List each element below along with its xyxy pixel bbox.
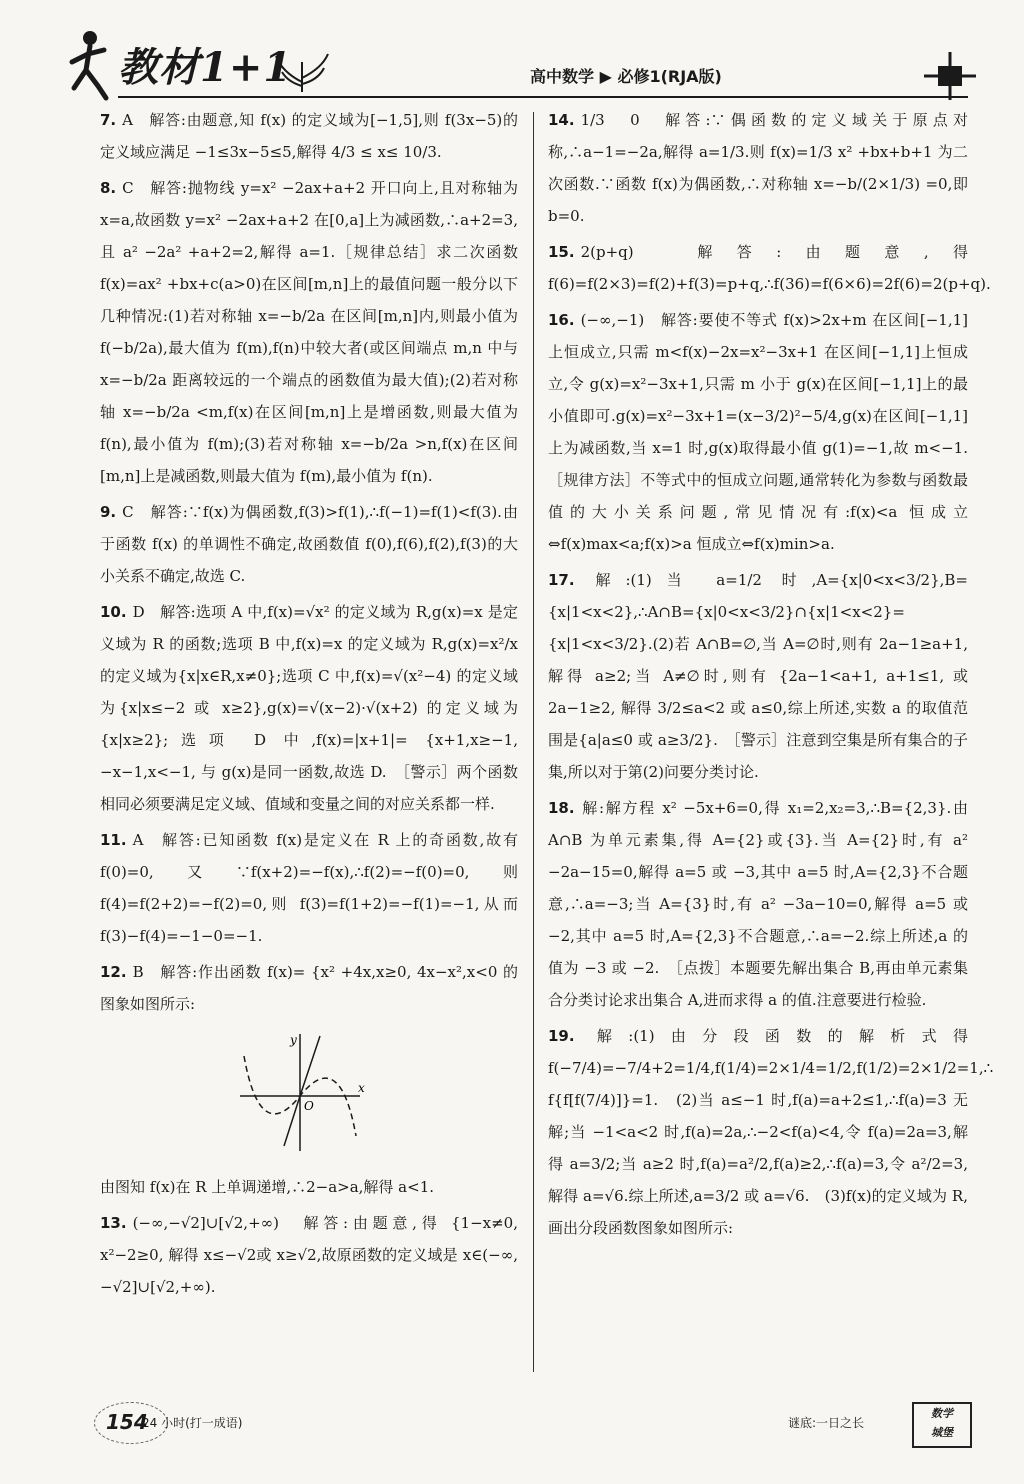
answer-item-14: 14. 1/3 0 解答:∵偶函数的定义域关于原点对称,∴a−1=−2a,解得 a=1/3.则 f(x)=1/3 x² +bx+b+1 为二次函数.∵函数 f(x)为偶函数,∴对称轴 x=−b/(2×1/3) =0,即 b=0. xyxy=(548,111,968,225)
riddle-question: 24 小时(打一成语) xyxy=(142,1416,243,1430)
graph-y-label: y xyxy=(290,1033,297,1047)
answer-item-9: 9. C 解答:∵f(x)为偶函数,f(3)>f(1),∴f(−1)=f(1)<f(3).由于函数 f(x) 的单调性不确定,故函数值 f(0),f(6),f(2),f(3)的大小关系不确定,故选 C. xyxy=(100,503,518,585)
header-rule xyxy=(118,96,968,98)
graph-origin-label: O xyxy=(304,1099,314,1113)
subject-label: 高中数学 ▶ 必修1(RJA版) xyxy=(530,67,722,86)
right-column xyxy=(548,104,994,1248)
answer-item-12: 12. B 解答:作出函数 f(x)= {x² +4x,x≥0, 4x−x²,x<0 的图象如图所示: xyxy=(100,963,518,1013)
column-divider xyxy=(533,112,534,1372)
answer-item-8: 8. C 解答:抛物线 y=x² −2ax+a+2 开口向上,且对称轴为 x=a,故函数 y=x² −2ax+a+2 在[0,a]上为减函数,∴a+2=3,且 a² −2a² +a+2=2,解得 a=1.［规律总结］求二次函数 f(x)=ax² +bx+c(a>0)在区间[m,n]上的最值问题一般分以下几种情况:(1)若对称轴 x=−b/2a 在区间[m,n]内,则最小值为 f(−b/2a),最大值为 f(m),f(n)中较大者(或区间端点 m,n 中与 x=−b/2a 距离较远的一个端点的函数值为最大值);(2)若对称轴 x=−b/2a <m,f(x)在区间[m,n]上是增函数,则最大值为 f(n),最小值为 f(m);(3)若对称轴 x=−b/2a >n,f(x)在区间[m,n]上是减函数,则最大值为 f(m),最小值为 f(n). xyxy=(100,179,518,485)
left-column xyxy=(100,104,518,1307)
answer-item-13: 13. (−∞,−√2]∪[√2,+∞) 解答:由题意,得 {1−x≠0, x²−2≥0, 解得 x≤−√2或 x≥√2,故原函数的定义域是 x∈(−∞,−√2]∪[√2,+∞). xyxy=(100,1214,518,1296)
function-graph-figure xyxy=(230,1026,370,1156)
page-footer xyxy=(0,1396,1024,1476)
answer-item-19: 19. 解:(1)由分段函数的解析式得 f(−7/4)=−7/4+2=1/4,f(1/4)=2×1/4=1/2,f(1/2)=2×1/2=1,∴ f{f[f(7/4)]}=1. (2)当 a≤−1 时,f(a)=a+2≤1,∴f(a)=3 无解;当 −1<a<2 时,f(a)=2a,∴−2<f(a)<4,令 f(a)=2a=3,解得 a=3/2;当 a≥2 时,f(a)=a²/2,f(a)≥2,∴f(a)=3,令 a²/2=3,解得 a=√6.综上所述,a=3/2 或 a=√6. (3)f(x)的定义域为 R,画出分段函数图象如图所示: xyxy=(548,1027,994,1237)
page-header xyxy=(0,0,1024,108)
runner-figure-icon xyxy=(60,28,116,104)
riddle-answer: 谜底:一日之长 xyxy=(788,1416,865,1430)
brand-title: 教材1+1 xyxy=(118,44,293,91)
answer-item-10: 10. D 解答:选项 A 中,f(x)=√x² 的定义域为 R,g(x)=x 是定义域为 R 的函数;选项 B 中,f(x)=x 的定义域为 R,g(x)=x²/x 的定义域为{x|x∈R,x≠0};选项 C 中,f(x)=√(x²−4) 的定义域为{x|x≤−2 或 x≥2},g(x)=√(x−2)·√(x+2) 的定义域为{x|x≥2};选项 D 中,f(x)=|x+1|= {x+1,x≥−1, −x−1,x<−1, 与 g(x)是同一函数,故选 D. ［警示］两个函数相同必须要满足定义域、值域和变量之间的对应关系都一样. xyxy=(100,603,518,813)
answer-item-11: 11. A 解答:已知函数 f(x)是定义在 R 上的奇函数,故有 f(0)=0,又∵f(x+2)=−f(x),∴f(2)=−f(0)=0,则 f(4)=f(2+2)=−f(2)=0,则 f(3)=f(1+2)=−f(1)=−1,从而 f(3)−f(4)=−1−0=−1. xyxy=(100,831,518,945)
answer-item-17: 17. 解:(1)当 a=1/2 时,A={x|0<x<3/2},B={x|1<x<2},∴A∩B={x|0<x<3/2}∩{x|1<x<2}={x|1<x<3/2}.(2)若 A∩B=∅,当 A=∅时,则有 2a−1≥a+1,解得 a≥2;当 A≠∅时,则有 {2a−1<a+1, a+1≤1, 或 2a−1≥2, 解得 3/2≤a<2 或 a≤0,综上所述,实数 a 的取值范围是{a|a≤0 或 a≥3/2}. ［警示］注意到空集是所有集合的子集,所以对于第(2)问要分类讨论. xyxy=(548,571,968,781)
answer-item-7: 7. A 解答:由题意,知 f(x) 的定义域为[−1,5],则 f(3x−5)的定义域应满足 −1≤3x−5≤5,解得 4/3 ≤ x≤ 10/3. xyxy=(100,111,518,161)
page-number: 154 xyxy=(106,1410,148,1434)
answer-item-16: 16. (−∞,−1) 解答:要使不等式 f(x)>2x+m 在区间[−1,1]上恒成立,只需 m<f(x)−2x=x²−3x+1 在区间[−1,1]上恒成立,令 g(x)=x²−3x+1,只需 m 小于 g(x)在区间[−1,1]上的最小值即可.g(x)=x²−3x+1=(x−3/2)²−5/4,g(x)在区间[−1,1]上为减函数,当 x=1 时,g(x)取得最小值 g(1)=−1,故 m<−1. ［规律方法］不等式中的恒成立问题,通常转化为参数与函数最值的大小关系问题,常见情况有:f(x)<a 恒成立⇔f(x)max<a;f(x)>a 恒成立⇔f(x)min>a. xyxy=(548,311,984,553)
graph-x-label: x xyxy=(358,1081,365,1095)
answer-item-12-conclusion: 由图知 f(x)在 R 上单调递增,∴2−a>a,解得 a<1. xyxy=(100,1178,435,1196)
math-castle-stamp: 数学 城堡 xyxy=(912,1402,972,1448)
answer-item-15: 15. 2(p+q) 解答:由题意,得 f(6)=f(2×3)=f(2)+f(3)=p+q,∴f(36)=f(6×6)=2f(6)=2(p+q). xyxy=(548,243,991,293)
plant-decoration-icon xyxy=(272,52,332,92)
answer-item-18: 18. 解:解方程 x² −5x+6=0,得 x₁=2,x₂=3,∴B={2,3}.由 A∩B 为单元素集,得 A={2}或{3}.当 A={2}时,有 a² −2a−15=0,解得 a=5 或 −3,其中 a=5 时,A={2,3}不合题意,∴a=−3;当 A={3}时,有 a² −3a−10=0,解得 a=5 或 −2,其中 a=5 时,A={2,3}不合题意,∴a=−2.综上所述,a 的值为 −3 或 −2. ［点拨］本题要先解出集合 B,再由单元素集合分类讨论求出集合 A,进而求得 a 的值.注意要进行检验. xyxy=(548,799,968,1009)
